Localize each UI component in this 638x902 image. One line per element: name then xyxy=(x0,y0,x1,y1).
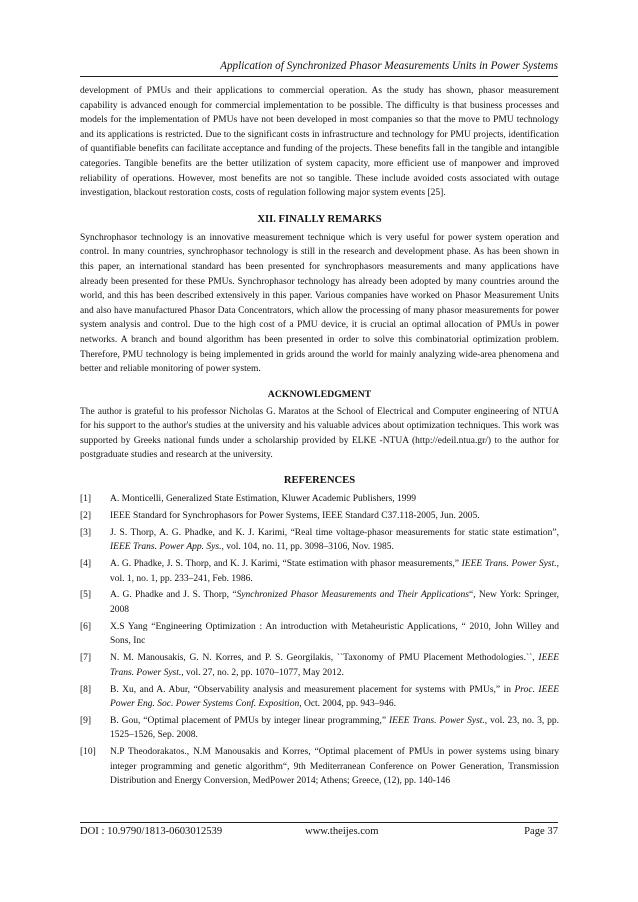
footer-doi: DOI : 10.9790/1813-0603012539 xyxy=(80,826,223,837)
acknowledgment-paragraph: The author is grateful to his professor Nicholas G. Maratos at the School of Electrical and Computer engineering of NTUA for his support to the author's studies at the university and his valuable advices about optimization techniques. This work was supported by Greeks national funds under a scholarship provided by ELKE -NTUA (http://edeil.ntua.gr/) to the author for postgraduate studies and research at the university. xyxy=(80,406,559,461)
reference-text xyxy=(110,651,559,680)
reference-item xyxy=(80,745,559,789)
reference-segment: , vol. 104, no. 11, pp. 3098–3106, Nov. 1985. xyxy=(221,542,394,553)
footer-website: www.theijes.com xyxy=(305,826,379,837)
reference-number: [5] xyxy=(80,590,92,601)
reference-item xyxy=(80,492,559,507)
reference-segment: , vol. 27, no. 2, pp. 1070–1077, May 2012. xyxy=(181,667,344,678)
reference-italic-segment: IEEE Trans. Power App. Sys. xyxy=(110,542,222,553)
reference-italic-segment: IEEE Trans. Power Syst. xyxy=(461,559,557,569)
reference-number: [10] xyxy=(80,747,96,758)
reference-item xyxy=(80,620,559,649)
acknowledgment-heading: ACKNOWLEDGMENT xyxy=(267,388,372,400)
reference-number: [7] xyxy=(80,653,92,664)
reference-number: [1] xyxy=(80,494,92,505)
remarks-paragraph: Synchrophasor technology is an innovative measurement technique which is very useful for power system operation and control. In many countries, synchrophasor technology is still in the research and development phase. As has been shown in this paper, an international standard has been presented for synchrophasors measurements and many applications have already been presented for these PMUs. Synchrophasor technology has already been adopted by many countries around the world, and this has been described extensively in this paper. Various companies have worked on Phasor Measurement Units and also have manufactured Phasor Data Concentrators, which allow the processing of many phasor measurements for power system analysis and control. Due to the high cost of a PMU device, it is crucial an optimal allocation of PMUs in power networks. A branch and bound algorithm has been presented in order to solve this combinatorial optimization problem. Therefore, PMU technology is being implemented in grids around the world for mainly analyzing wide-area phenomena and better and reliable monitoring of power system. xyxy=(80,232,559,375)
reference-text xyxy=(110,588,559,617)
reference-segment: IEEE Standard for Synchrophasors for Power Systems, IEEE Standard C37.118-2005, Jun. 2005. xyxy=(110,510,480,521)
reference-segment: A. G. Phadke, J. S. Thorp, and K. J. Karimi, “State estimation with phasor measurements,” xyxy=(110,559,462,569)
reference-item xyxy=(80,683,559,712)
reference-segment: N.P Theodorakatos., N.M Manousakis and Korres, “Optimal placement of PMUs in power systems using binary integer programming and genetic algorithm“, 9th Mediterranean Conference on Power Generation, Transmission Distribution and Energy Conversion, MedPower 2014; Athens; Greece, (12), pp. 140-146 xyxy=(110,747,559,787)
reference-item xyxy=(80,588,559,617)
remarks-heading: XII. FINALLY REMARKS xyxy=(257,213,382,225)
reference-italic-segment: Synchronized Phasor Measurements and Their Applications xyxy=(236,590,470,601)
reference-text xyxy=(110,526,559,555)
reference-segment: B. Xu, and A. Abur, “Observability analysis and measurement placement for systems with PMUs,” in xyxy=(110,684,515,695)
header-divider xyxy=(80,76,558,77)
references-heading: REFERENCES xyxy=(283,475,356,487)
reference-segment: , vol. 1, no. 1, pp. 233–241, Feb. 1986. xyxy=(110,559,559,584)
reference-segment: A. G. Phadke and J. S. Thorp, “ xyxy=(110,590,237,601)
footer-page-number: Page 37 xyxy=(524,826,558,837)
reference-number: [9] xyxy=(80,715,92,726)
reference-item xyxy=(80,526,559,555)
reference-segment: N. M. Manousakis, G. N. Korres, and P. S. Georgilakis, ``Taxonomy of PMU Placement Methodologies.``, xyxy=(110,653,539,664)
reference-item xyxy=(80,651,559,680)
reference-item xyxy=(80,509,559,524)
reference-number: [2] xyxy=(80,510,92,521)
reference-number: [4] xyxy=(80,559,92,569)
reference-italic-segment: IEEE Trans. Power Syst. xyxy=(388,715,485,726)
reference-segment: , Oct. 2004, pp. 943–946. xyxy=(299,699,397,710)
reference-italic-segment: Proc. IEEE Power Eng. Soc. Power Systems Conf. Exposition xyxy=(110,684,560,710)
references-list xyxy=(80,492,559,789)
reference-item xyxy=(80,714,559,743)
reference-text xyxy=(110,492,559,507)
reference-segment: X.S Yang “Engineering Optimization : An introduction with Metaheuristic Applications, “ 2010, John Willey and Sons, Inc xyxy=(110,621,559,647)
reference-segment: A. Monticelli, Generalized State Estimation, Kluwer Academic Publishers, 1999 xyxy=(110,494,417,505)
reference-text xyxy=(110,509,559,524)
reference-number: [6] xyxy=(80,621,92,632)
reference-text xyxy=(110,714,559,743)
reference-text xyxy=(110,683,559,712)
footer-divider xyxy=(80,822,558,823)
intro-paragraph: development of PMUs and their applications to commercial operation. As the study has shown, phasor measurement capability is advanced enough for commercial implementation to be possible. The difficulty is that business processes and models for the implementation of PMUs have not been developed in most companies so that the move to PMU technology and its applications is restricted. Due to the significant costs in infrastructure and technology for PMU projects, identification of quantifiable benefits can facilitate acceptance and funding of the projects. These benefits fall in the tangible and intangible categories. Tangible benefits are the better utilization of system capacity, more efficient use of manpower and improved reliability of operations. However, most benefits are not so tangible. These include avoided costs associated with outage investigation, blackout restoration costs, costs of regulation following major system events [25]. xyxy=(80,86,559,199)
reference-segment: J. S. Thorp, A. G. Phadke, and K. J. Karimi, “Real time voltage-phasor measurements for static state estimation”, xyxy=(110,527,559,538)
reference-number: [8] xyxy=(80,684,92,695)
reference-item xyxy=(80,557,559,586)
reference-text xyxy=(110,557,559,586)
reference-segment: , vol. 23, no. 3, pp. 1525–1526, Sep. 2008. xyxy=(110,715,559,741)
reference-italic-segment: IEEE Trans. Power Syst. xyxy=(110,653,559,678)
reference-segment: B. Gou, “Optimal placement of PMUs by integer linear programming,” xyxy=(110,715,389,726)
reference-text xyxy=(110,745,559,789)
reference-segment: “, New York: Springer, 2008 xyxy=(110,590,559,615)
running-header-title: Application of Synchronized Phasor Measurements Units in Power Systems xyxy=(220,60,558,72)
reference-number: [3] xyxy=(80,527,92,538)
page-body xyxy=(80,84,559,791)
reference-text xyxy=(110,620,559,649)
